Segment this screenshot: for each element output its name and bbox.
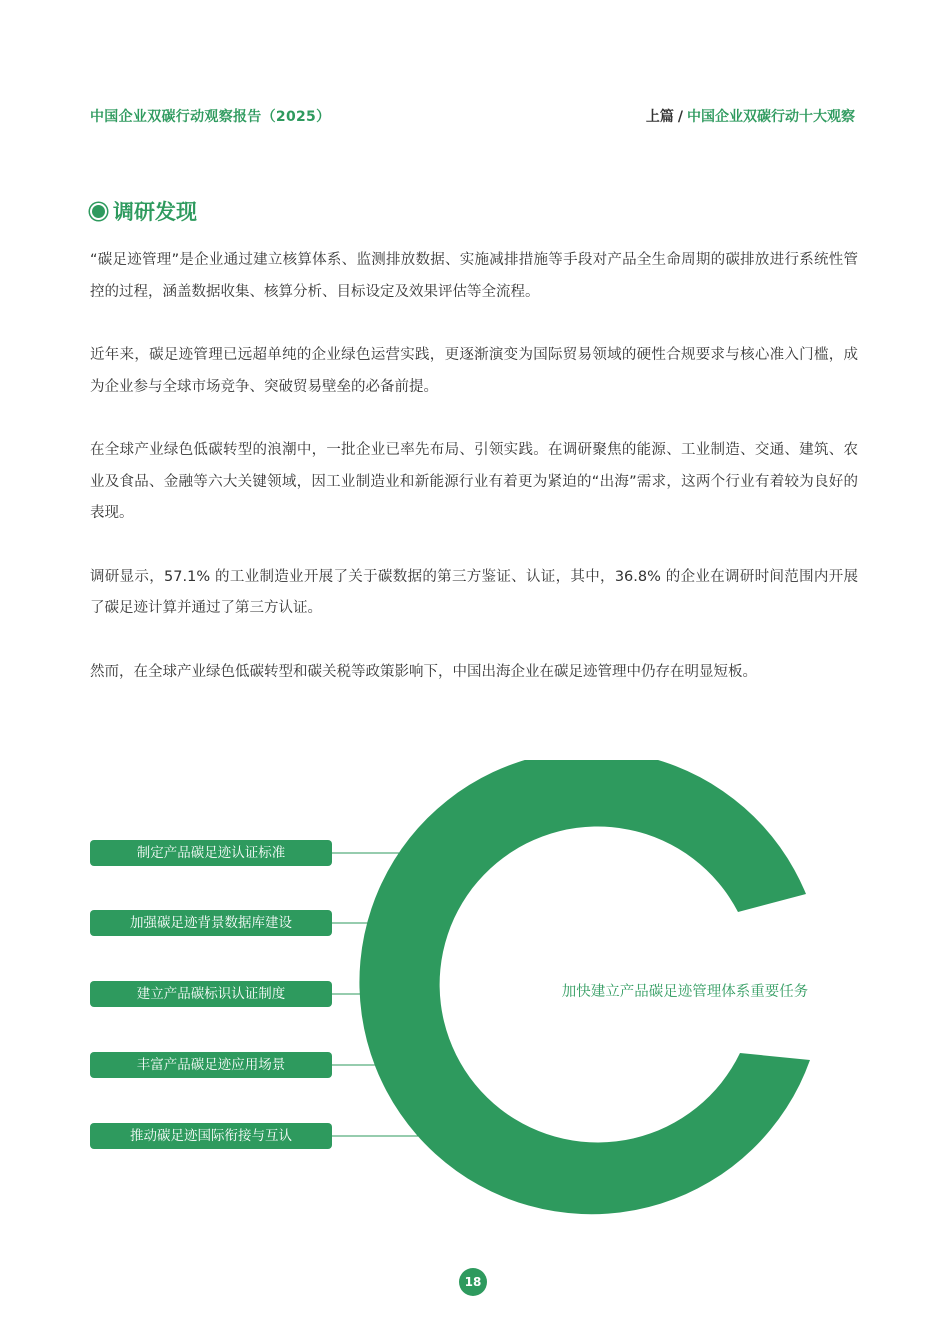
body-text: [90, 245, 858, 720]
diagram-center-label: 加快建立产品碳足迹管理体系重要任务: [561, 984, 809, 1000]
breadcrumb-separator: /: [677, 109, 683, 125]
part-label: 上篇: [645, 109, 674, 125]
paragraph-5: 然而，在全球产业绿色低碳转型和碳关税等政策影响下，中国出海企业在碳足迹管理中仍存在明显短板。: [90, 663, 757, 680]
task-label-5: 推动碳足迹国际衔接与互认: [90, 1123, 332, 1149]
section-title: 调研发现: [113, 200, 197, 224]
task-diagram: [0, 760, 945, 1230]
paragraph-3: 在全球产业绿色低碳转型的浪潮中，一批企业已率先布局、引领实践。在调研聚焦的能源、工业制造、交通、建筑、农业及食品、金融等六大关键领域，因工业制造业和新能源行业有着更为紧迫的“出海”需求，这两个行业有着较为良好的表现。: [90, 442, 858, 521]
task-label-1: 制定产品碳足迹认证标准: [90, 840, 332, 866]
task-label-2: 加强碳足迹背景数据库建设: [90, 910, 332, 936]
bullet-dot-icon: [92, 205, 105, 218]
chapter-breadcrumb: [646, 106, 855, 126]
task-label-4: 丰富产品碳足迹应用场景: [90, 1052, 332, 1078]
paragraph-4: 调研显示，57.1% 的工业制造业开展了关于碳数据的第三方鉴证、认证，其中，36.8% 的企业在调研时间范围内开展了碳足迹计算并通过了第三方认证。: [90, 568, 858, 616]
paragraph-1: “碳足迹管理”是企业通过建立核算体系、监测排放数据、实施减排措施等手段对产品全生命周期的碳排放进行系统性管控的过程，涵盖数据收集、核算分析、目标设定及效果评估等全流程。: [90, 252, 858, 300]
report-title: 中国企业双碳行动观察报告（2025）: [90, 109, 331, 125]
chapter-title: 中国企业双碳行动十大观察: [687, 109, 855, 125]
section-heading: [90, 196, 197, 226]
task-label-3: 建立产品碳标识认证制度: [90, 981, 332, 1007]
paragraph-2: 近年来，碳足迹管理已远超单纯的企业绿色运营实践，更逐渐演变为国际贸易领域的硬性合规要求与核心准入门槛，成为企业参与全球市场竞争、突破贸易壁垒的必备前提。: [90, 347, 858, 395]
page-number: 18: [459, 1268, 487, 1296]
